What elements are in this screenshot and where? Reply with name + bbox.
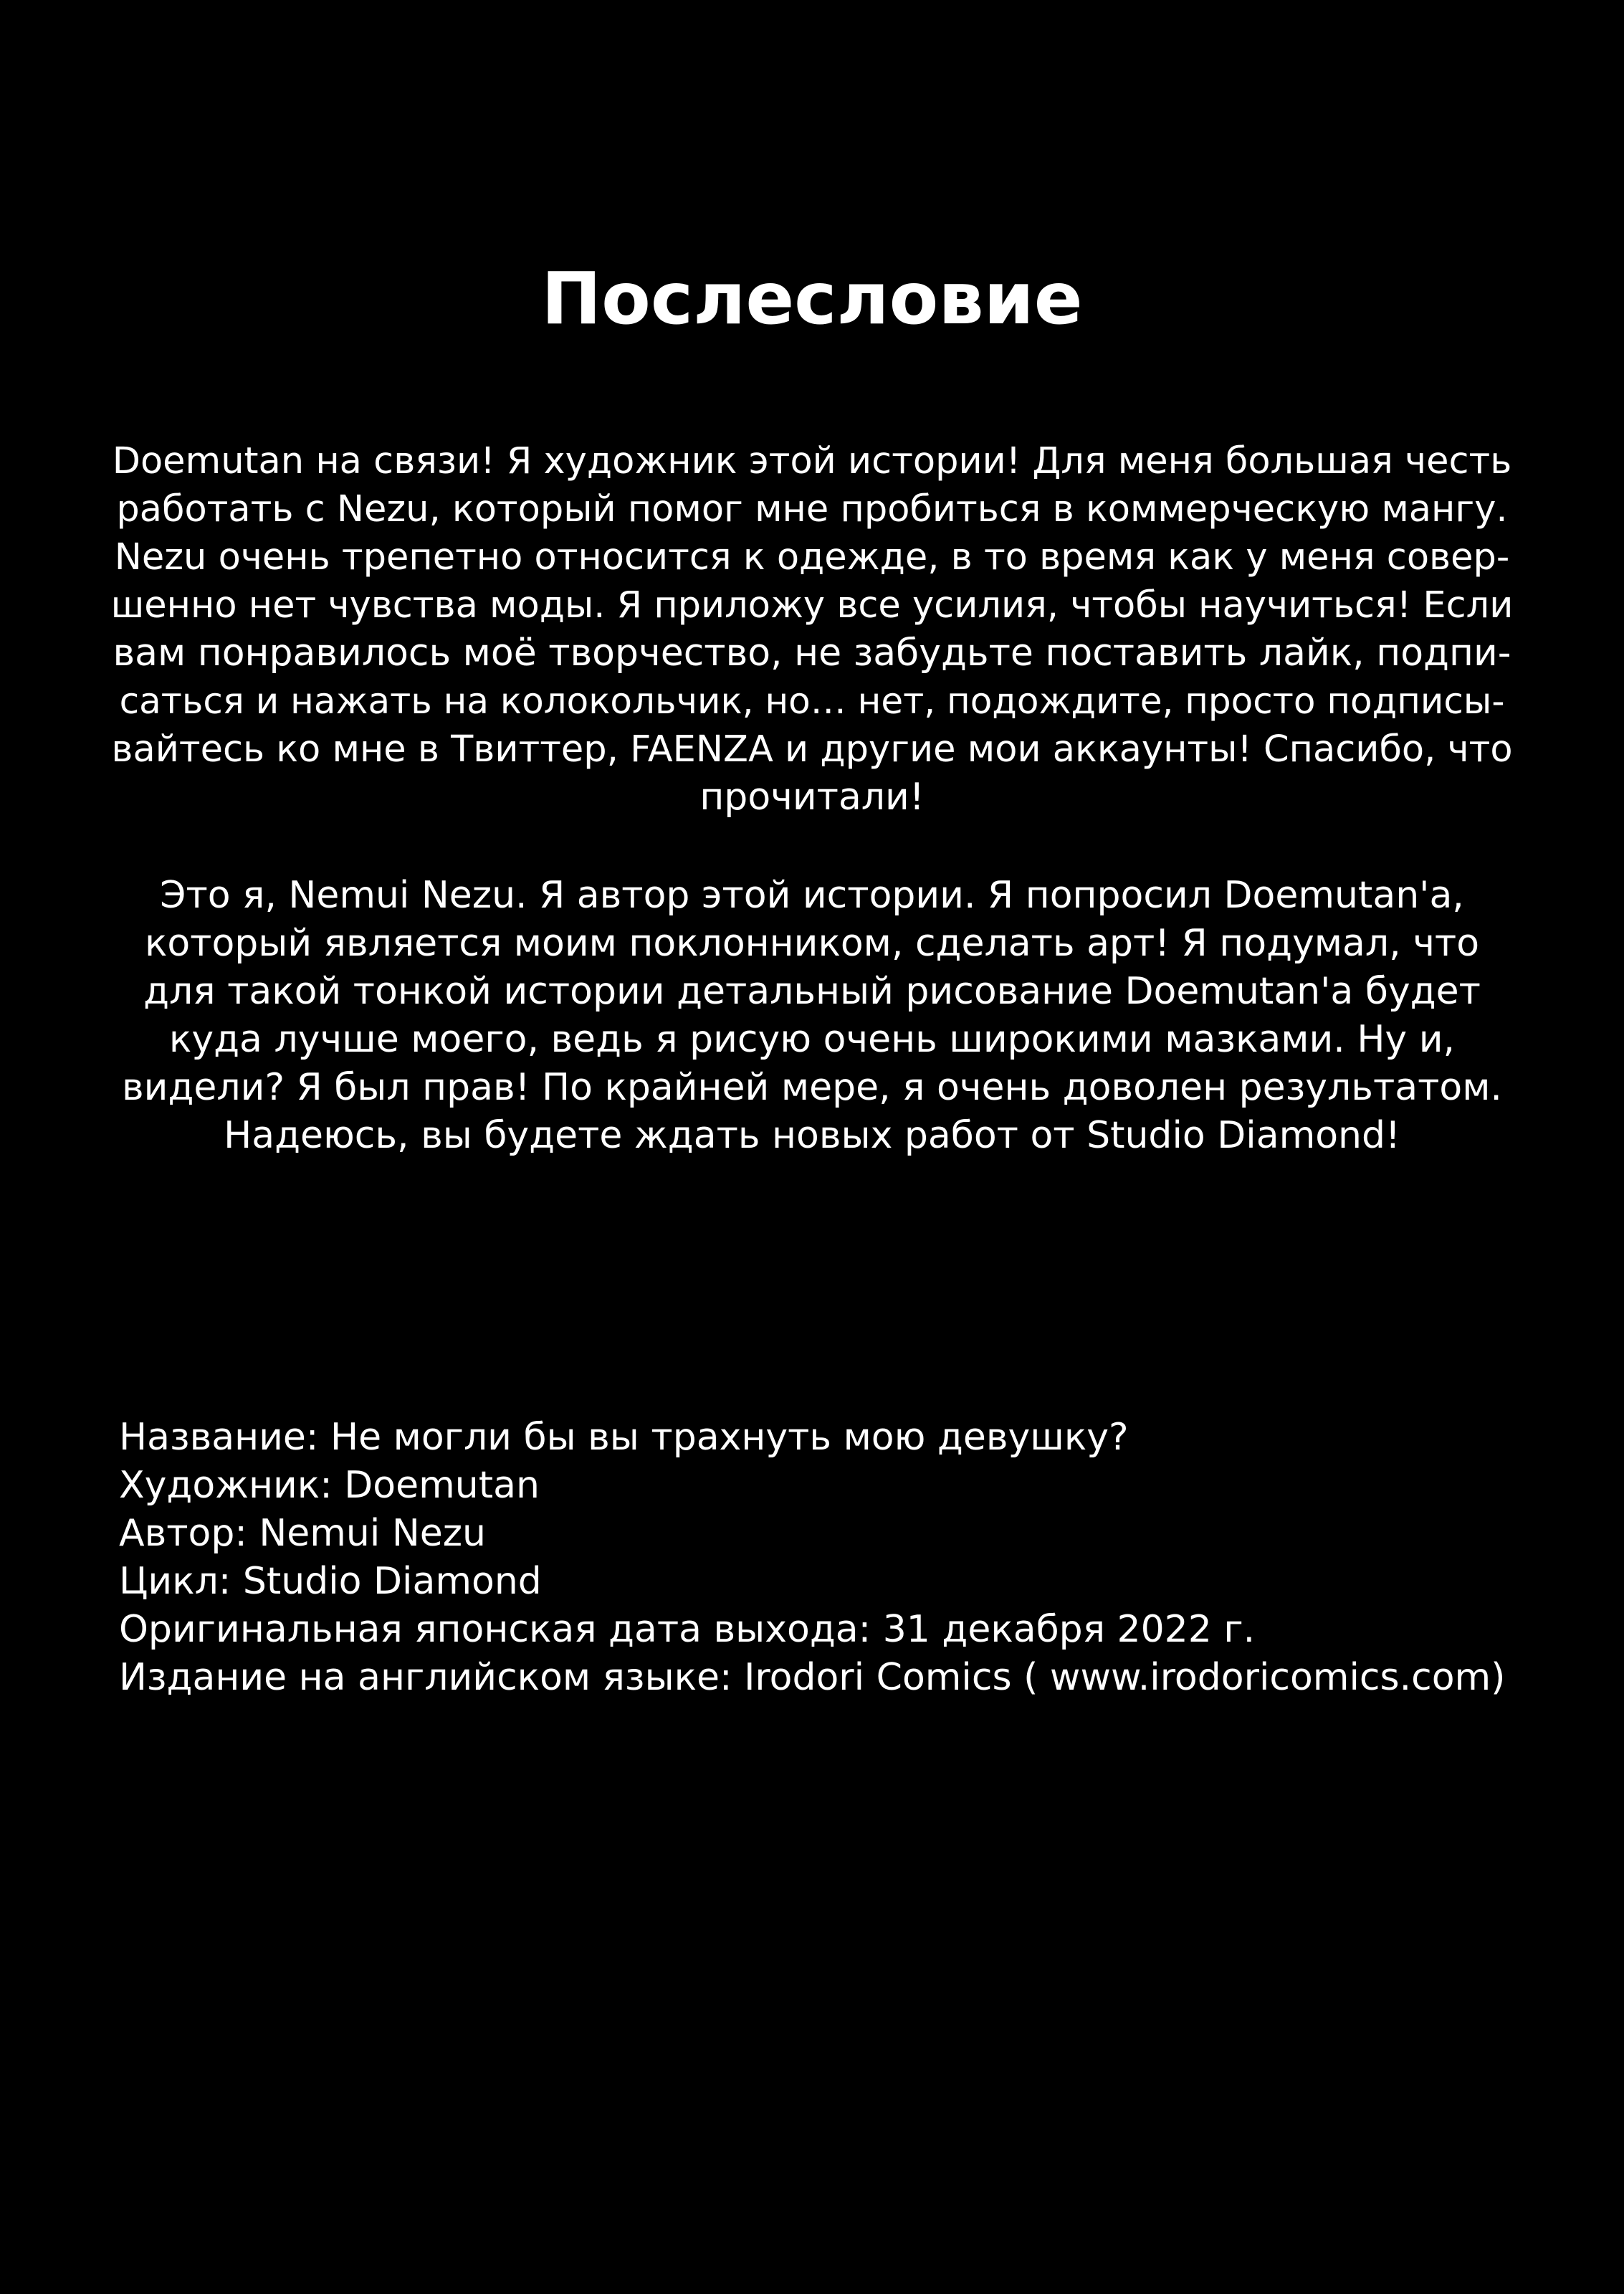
text-line: Doemutan на связи! Я художник этой истории! Для меня большая честь: [112, 440, 1512, 482]
text-line: саться и нажать на колокольчик, но… нет, подождите, просто подписы-: [119, 680, 1505, 722]
credit-title: Название: Не могли бы вы трахнуть мою девушку?: [119, 1416, 1129, 1459]
text-line: вайтесь ко мне в Твиттер, FAENZA и другие мои аккаунты! Спасибо, что: [111, 728, 1513, 771]
credits-list: [119, 1414, 1595, 1702]
credit-english-edition: Издание на английском языке: Irodori Comics ( www.irodoricomics.com): [119, 1656, 1506, 1699]
credit-author: Автор: Nemui Nezu: [119, 1512, 487, 1555]
author-note-paragraph: [108, 872, 1516, 1160]
text-line: видели? Я был прав! По крайней мере, я очень доволен результатом.: [122, 1066, 1502, 1109]
credit-series: Цикл: Studio Diamond: [119, 1560, 542, 1603]
text-line: Это я, Nemui Nezu. Я автор этой истории. Я попросил Doemutan'a,: [160, 874, 1464, 917]
text-line: прочитали!: [699, 776, 925, 819]
credit-release-date: Оригинальная японская дата выхода: 31 декабря 2022 г.: [119, 1608, 1256, 1651]
page-title: Послесловие: [541, 257, 1083, 341]
artist-note-paragraph: [108, 437, 1516, 822]
text-line: Надеюсь, вы будете ждать новых работ от Studio Diamond!: [224, 1114, 1400, 1157]
text-line: Nezu очень трепетно относится к одежде, в то время как у меня совер-: [114, 536, 1510, 579]
credit-artist: Художник: Doemutan: [119, 1464, 540, 1507]
text-line: для такой тонкой истории детальный рисование Doemutan'a будет: [143, 970, 1481, 1013]
text-line: вам понравилось моё творчество, не забудьте поставить лайк, подпи-: [113, 632, 1511, 675]
text-line: работать с Nezu, который помог мне пробиться в коммерческую мангу.: [116, 488, 1508, 530]
text-line: шенно нет чувства моды. Я приложу все усилия, чтобы научиться! Если: [110, 584, 1514, 627]
text-line: куда лучше моего, ведь я рисую очень широкими мазками. Ну и,: [168, 1018, 1456, 1061]
text-line: который является моим поклонником, сделать арт! Я подумал, что: [144, 922, 1480, 965]
